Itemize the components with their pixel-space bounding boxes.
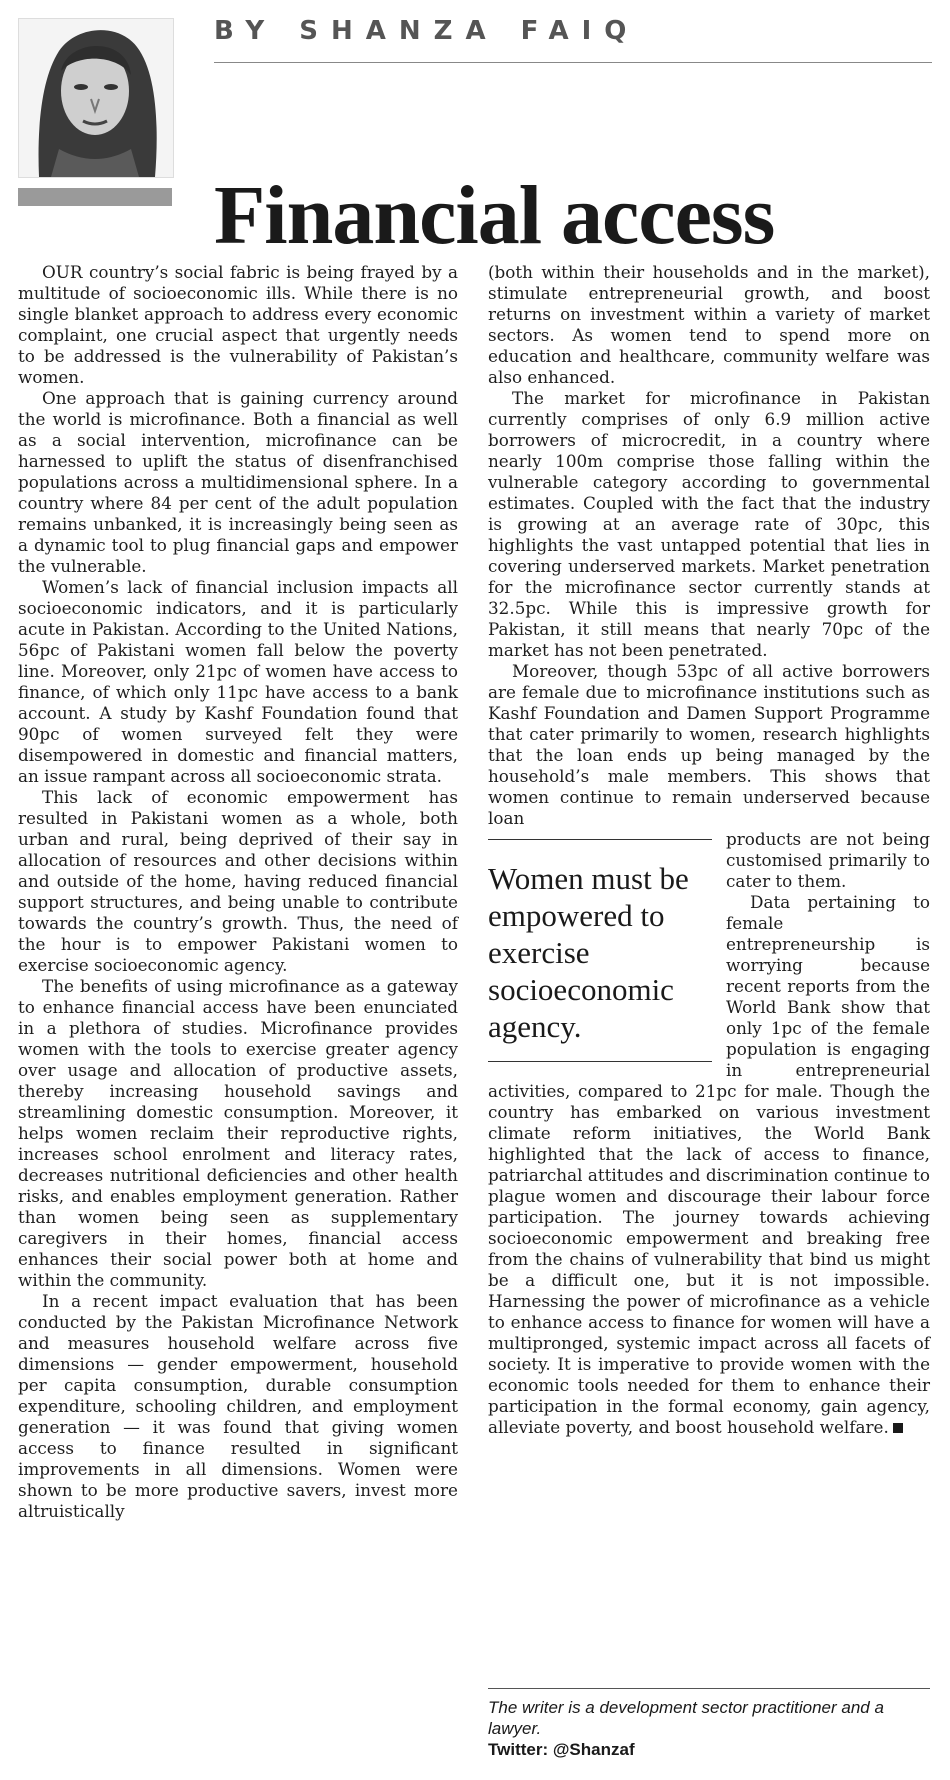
paragraph: OUR country’s social fabric is being frayed by a multitude of socioeconomic ills. While there is no single blanket approach to address every economic complaint, one crucial aspect that urgently needs to be addressed is the vulnerability of Pakistan’s women. [18, 262, 458, 387]
paragraph: Women’s lack of financial inclusion impacts all socioeconomic indicators, and it is particularly acute in Pakistan. According to the United Nations, 56pc of Pakistani women fall below the poverty line. Moreover, only 21pc of women have access to finance, of which only 11pc have access to a bank account. A study by Kashf Foundation found that 90pc of women surveyed felt they were disempowered in domestic and financial matters, an issue rampant across all socioeconomic strata. [18, 577, 458, 786]
pull-quote-text: Women must be empowered to exercise socioeconomic agency. [488, 861, 689, 1044]
paragraph: This lack of economic empowerment has resulted in Pakistani women as a whole, both urban and rural, being deprived of their say in allocation of resources and other decisions within and outside of the home, having reduced financial support structures, and being unable to contribute towards the country’s growth. Thus, the need of the hour is to empower Pakistani women to exercise socioeconomic agency. [18, 787, 458, 975]
paragraph: products are not being customised primarily to cater to them. [726, 829, 930, 891]
byline-rule [214, 62, 932, 63]
paragraph-text: Data pertaining to female entrepreneurship is worrying because recent reports from the World Bank show that only 1pc of the female population is engaging in entrepreneurial activities, compared to 21pc for male. Though the country has embarked on various investment climate reform initiatives, the World Bank highlighted that the lack of access to finance, patriarchal attitudes and discrimination continue to plague women and discourage their labour force participation. The journey towards achieving socioeconomic empowerment and breaking free from the chains of vulnerability that bind us might be a difficult one, but it is not impossible. Harnessing the power of microfinance as a vehicle to enhance access to finance for women will have a multipronged, systemic impact across all facets of society. It is imperative to provide women with the economic tools needed for them to enhance their participation in the formal economy, gain agency, alleviate poverty, and boost household welfare. [488, 892, 930, 1437]
headline: Financial access [214, 169, 775, 263]
byline: BY SHANZA FAIQ [214, 16, 640, 46]
paragraph: One approach that is gaining currency around the world is microfinance. Both a financial as well as a social intervention, microfinance can be harnessed to uplift the status of disenfranchised populations across a multidimensional sphere. In a country where 84 per cent of the adult population remains unbanked, it is increasingly being seen as a dynamic tool to plug financial gaps and empower the vulnerable. [18, 388, 458, 576]
paragraph: The benefits of using microfinance as a gateway to enhance financial access have been enunciated in a plethora of studies. Microfinance provides women with the tools to exercise greater agency over usage and allocation of productive assets, thereby increasing household savings and streamlining domestic consumption. Moreover, it helps women reclaim their reproductive rights, increases school enrolment and literacy rates, decreases nutritional deficiencies and other health risks, and enables employment generation. Rather than women being seen as supplementary caregivers in their homes, financial access enhances their social power both at home and within the community. [18, 976, 458, 1290]
paragraph: Moreover, though 53pc of all active borrowers are female due to microfinance institutions such as Kashf Foundation and Damen Support Programme that cater primarily to women, research highlights that the loan ends up being managed by the household’s male members. This shows that women continue to remain underserved because loan [488, 661, 930, 828]
twitter-handle: Twitter: @Shanzaf [488, 1740, 635, 1759]
right-column [488, 262, 930, 1438]
author-note: The writer is a development sector practitioner and a lawyer. [488, 1698, 884, 1738]
author-portrait-image [19, 19, 173, 177]
left-column [18, 262, 458, 1522]
paragraph: (both within their households and in the market), stimulate entrepreneurial growth, and boost returns on investment within a variety of market sectors. As women tend to spend more on education and healthcare, community welfare was also enhanced. [488, 262, 930, 387]
paragraph: The market for microfinance in Pakistan currently comprises of only 6.9 million active borrowers of microcredit, in a country where nearly 100m comprise those falling within the vulnerable category according to governmental estimates. Coupled with the fact that the industry is growing at an average rate of 30pc, this highlights the vast untapped potential that lies in covering underserved markets. Market penetration for the microfinance sector currently stands at 32.5pc. While this is impressive growth for Pakistan, it still means that nearly 70pc of the market has not been penetrated. [488, 388, 930, 660]
pull-quote [488, 839, 712, 1062]
paragraph: In a recent impact evaluation that has been conducted by the Pakistan Microfinance Network and measures household welfare across five dimensions — gender empowerment, household per capita consumption, durable consumption expenditure, schooling children, and employment generation — it was found that giving women access to finance resulted in significant improvements in all dimensions. Women were shown to be more productive savers, invest more altruistically [18, 1291, 458, 1521]
portrait-bar [18, 188, 172, 206]
author-footnote [488, 1688, 930, 1760]
author-portrait [18, 18, 174, 178]
end-mark-icon [893, 1423, 903, 1433]
